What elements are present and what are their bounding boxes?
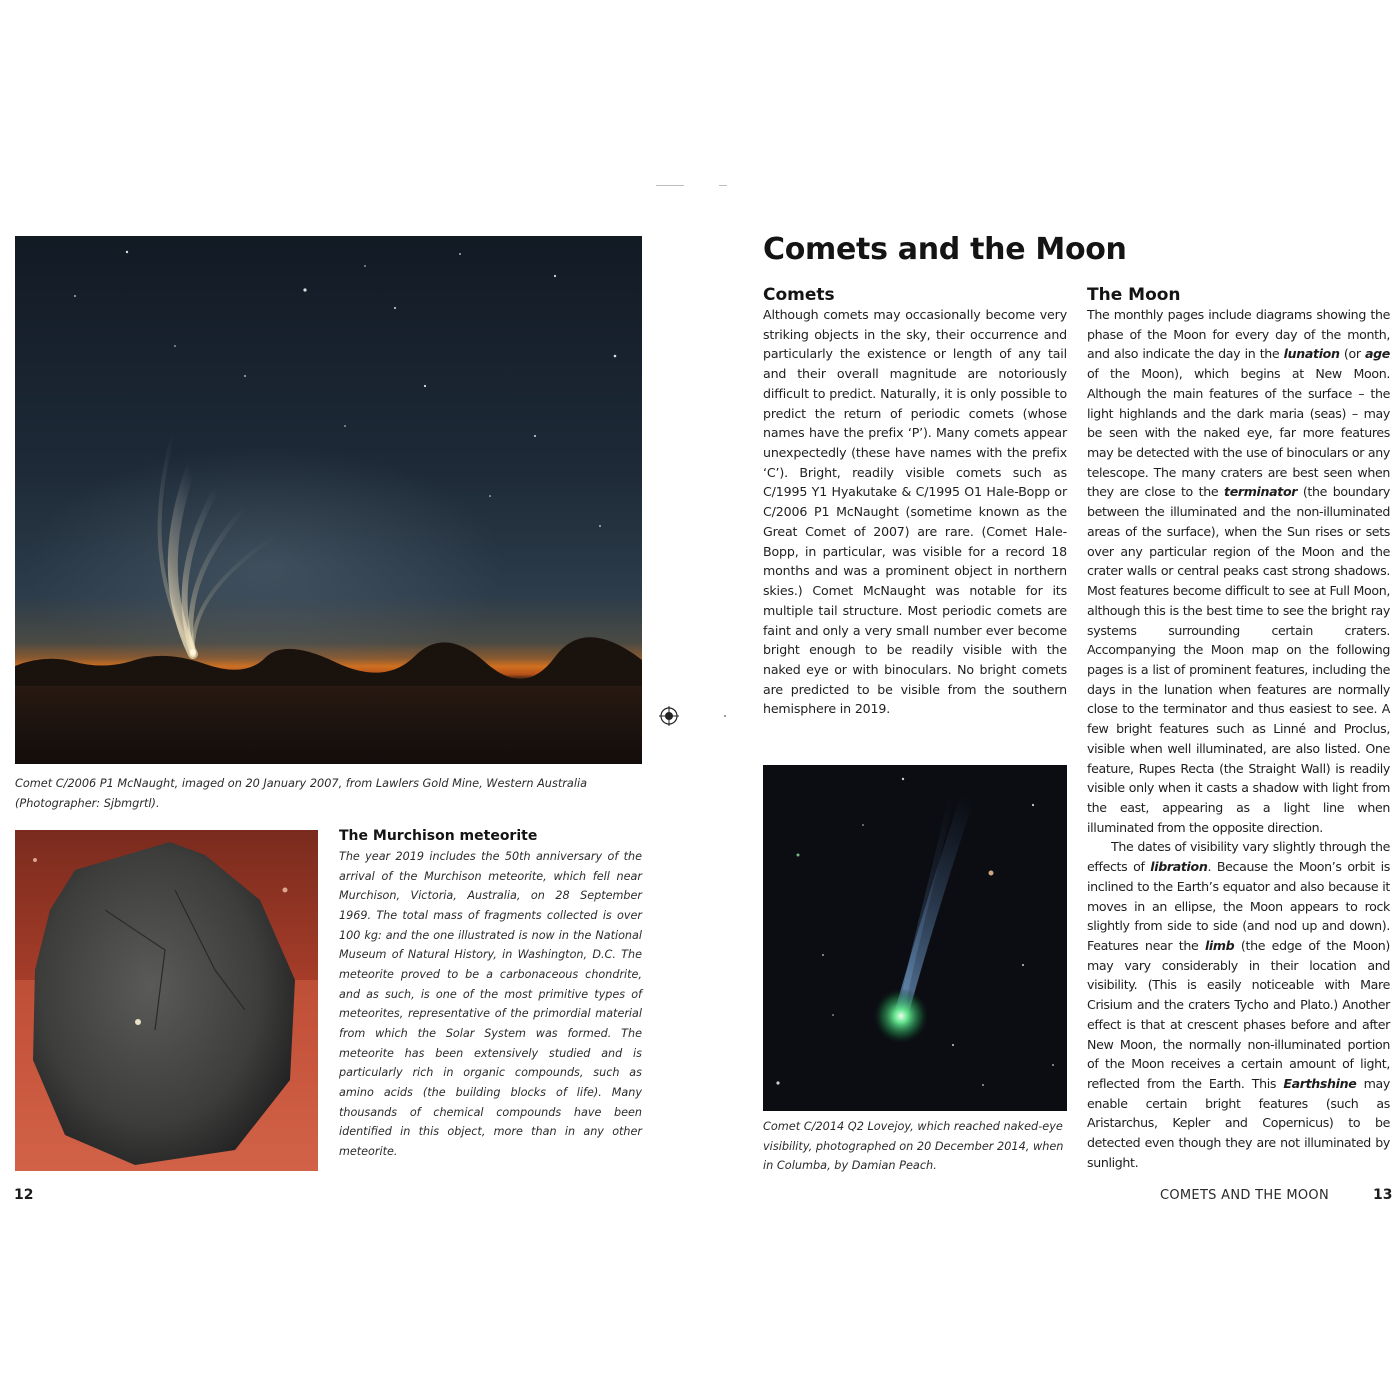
section-heading: The Moon	[1087, 285, 1181, 305]
crosshair-register-icon	[659, 706, 679, 726]
crop-mark	[656, 185, 684, 186]
text-run: (the boundary between the illuminated and the non-illuminated areas of the surface), when the Sun rises or sets over any particular region of the Moon and the crater walls or central peaks cast strong shadows. Most features become difficult to see at Full Moon, although this is the best time to see the bright ray systems surrounding certain craters. Accompanying the Moon map on the following pages is a list of prominent features, including the days in the lunation when features are normally close to the terminator and thus easiest to see. A few bright features such as Linné and Proclus, visible when well illuminated, are also listed. One feature, Rupes Recta (the Straight Wall) is readily visible only when it casts a shadow with light from the east, appearing as a light line when illuminated from the opposite direction.	[1087, 484, 1390, 835]
text-run: of the Moon), which begins at New Moon. Although the main features of the surface – the light highlands and the dark maria (seas) – may be seen with the naked eye, far more features may be detected with the use of binoculars or any telescope. The many craters are best seen when they are close to the	[1087, 366, 1390, 500]
text-run: The monthly pages include diagrams showing the phase of the Moon for every day of the month, and also indicate the day in the	[1087, 307, 1390, 362]
murchison-meteorite-photo	[15, 830, 318, 1171]
term-lunation: lunation	[1283, 346, 1340, 362]
running-head: COMETS AND THE MOON	[1160, 1188, 1329, 1203]
photo-caption: Comet C/2014 Q2 Lovejoy, which reached naked-eye visibility, photographed on 20 December 2014, when in Columba, by Damian Peach.	[763, 1120, 1064, 1173]
text-run: (or	[1339, 346, 1365, 362]
page-number-left: 12	[14, 1187, 34, 1203]
crop-mark	[719, 185, 727, 186]
term-libration: libration	[1150, 859, 1208, 875]
text-run: (the edge of the Moon) may vary considerably in their location and visibility. (This is easily noticeable with Mare Crisium and the craters Tycho and Plato.) Another effect is that at crescent phases before and after New Moon, the normally non-illuminated portion of the Moon receives a certain amount of light, reflected from the Earth. This	[1087, 938, 1390, 1092]
moon-section	[1087, 285, 1390, 1173]
sidebar-heading: The Murchison meteorite	[339, 828, 538, 844]
page-number-right: 13	[1373, 1187, 1393, 1203]
section-heading: Comets	[763, 285, 835, 305]
section-paragraph	[1087, 837, 1390, 1172]
text-run: . Because the Moon’s orbit is inclined to the Earth’s equator and also because it moves in an ellipse, the Moon appears to rock slightly from side to side (and nod up and down). Features near the	[1087, 859, 1390, 953]
murchison-sidebar	[339, 827, 642, 1162]
crop-mark	[724, 715, 726, 717]
term-earthshine: Earthshine	[1283, 1076, 1357, 1092]
page-title: Comets and the Moon	[763, 232, 1127, 267]
section-text: Although comets may occasionally become very striking objects in the sky, their occurrence and particularly the existence or length of any tail and their overall magnitude are notoriously difficult to predict. Naturally, it is only possible to predict the return of periodic comets (whose names have the prefix ‘P’). Many comets appear unexpectedly (these have names with the prefix ‘C’). Bright, readily visible comets such as C/1995 Y1 Hyakutake & C/1995 O1 Hale-Bopp or C/2006 P1 McNaught (sometime known as the Great Comet of 2007) are rare. (Comet Hale-Bopp, in particular, was visible for a record 18 months and was a prominent object in northern skies.) Comet McNaught was notable for its multiple tail structure. Most periodic comets are faint and only a very small number ever become bright enough to be readily visible with the naked eye or with binoculars. No bright comets are predicted to be visible from the southern hemisphere in 2019.	[763, 307, 1067, 717]
term-terminator: terminator	[1224, 484, 1298, 500]
comets-section	[763, 285, 1067, 719]
section-paragraph	[1087, 305, 1390, 837]
comet-lovejoy-photo	[763, 765, 1067, 1111]
photo-caption: Comet C/2006 P1 McNaught, imaged on 20 January 2007, from Lawlers Gold Mine, Western Australia (Photographer: Sjbmgrtl).	[15, 777, 588, 810]
text-run: may enable certain bright features (such as Aristarchus, Kepler and Copernicus) to be detected even though they are not illuminated by sunlight.	[1087, 1076, 1390, 1170]
term-age: age	[1364, 346, 1390, 362]
text-run: The dates of visibility vary slightly through the effects of	[1087, 839, 1390, 875]
sidebar-text: The year 2019 includes the 50th anniversary of the arrival of the Murchison meteorite, which fell near Murchison, Victoria, Australia, on 28 September 1969. The total mass of fragments collected is over 100 kg: and the one illustrated is now in the National Museum of Natural History, in Washington, D.C. The meteorite proved to be a carbonaceous chondrite, and as such, is one of the most primitive types of meteorites, representative of the primordial material from which the Solar System was formed. The meteorite has been extensively studied and is particularly rich in organic compounds, such as amino acids (the building blocks of life). Many thousands of chemical compounds have been identified in this object, more than in any other meteorite.	[339, 850, 642, 1158]
comet-mcnaught-photo	[15, 236, 642, 764]
term-limb: limb	[1204, 938, 1235, 953]
